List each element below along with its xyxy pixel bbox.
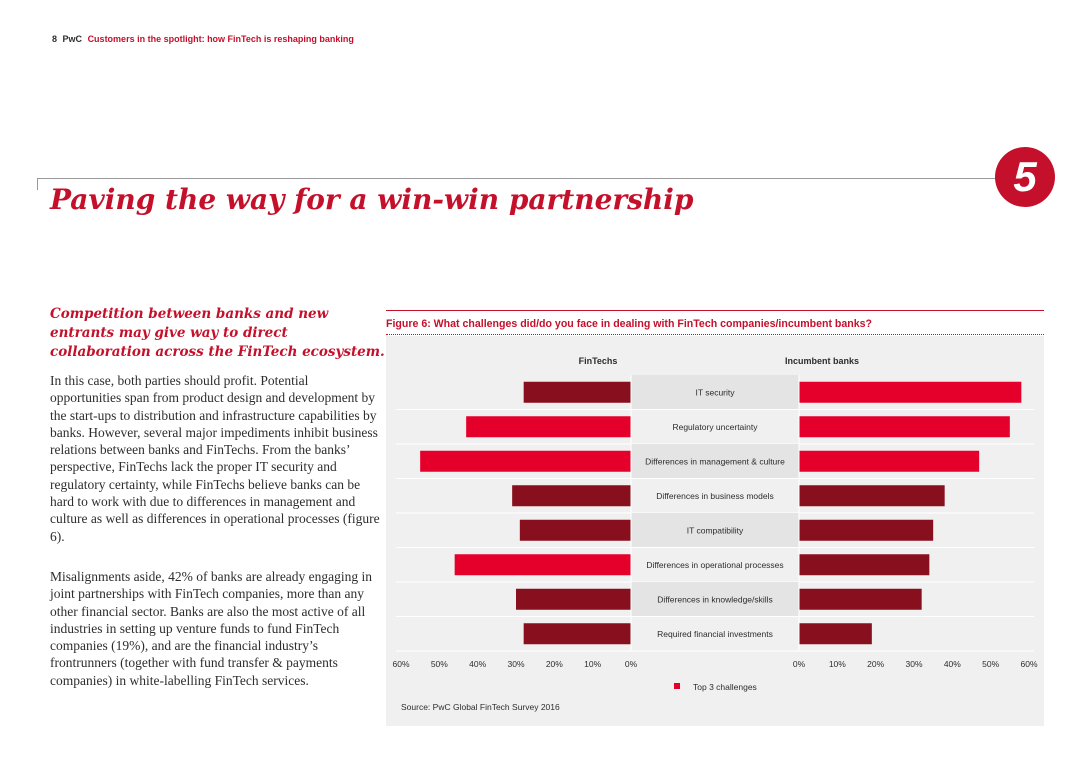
category-label: Differences in management & culture [645, 456, 785, 467]
bar-fintechs [466, 416, 631, 437]
bar-fintechs [524, 623, 631, 644]
title-rule [37, 178, 999, 179]
tick-label-left: 10% [584, 659, 602, 669]
bar-incumbent-banks [799, 485, 945, 506]
tick-label-left: 60% [392, 659, 410, 669]
series-label-fintechs: FinTechs [578, 356, 618, 366]
body-paragraph-1: In this case, both parties should profit. Potential opportunities span from product design and development by the start-ups to distribution and infrastructure capabilities by banks. However, several major impediments inhibit business relations between banks and FinTechs. From the banks’ perspective, FinTechs lack the proper IT security and regulatory certainty, while FinTechs believe banks can be hard to work with due to differences in management and culture as well as differences in operational processes (figure 6). [50, 373, 380, 544]
chapter-badge: 5 [995, 147, 1055, 207]
figure-title: Figure 6: What challenges did/do you face in dealing with FinTech companies/incumbent banks? [386, 318, 873, 330]
category-label: Regulatory uncertainty [672, 421, 758, 432]
bar-fintechs [524, 382, 631, 403]
tick-label-right: 10% [828, 659, 846, 669]
butterfly-chart [386, 336, 1044, 726]
tick-label-left: 20% [545, 659, 563, 669]
tick-label-right: 50% [982, 659, 1000, 669]
bar-fintechs [520, 520, 631, 541]
tick-label-right: 0% [792, 659, 806, 669]
tick-label-left: 30% [507, 659, 525, 669]
bar-incumbent-banks [799, 416, 1010, 437]
tick-label-left: 50% [430, 659, 448, 669]
category-label: Differences in business models [656, 490, 774, 501]
category-label: IT security [695, 387, 735, 398]
bar-incumbent-banks [799, 554, 929, 575]
series-label-banks: Incumbent banks [784, 356, 860, 366]
body-paragraph-2: Misalignments aside, 42% of banks are already engaging in joint partnerships with FinTech companies, more than any other financial sector. Banks are also the most active of all industries in setting up venture funds to fund FinTech companies (19%), and are the financial industry’s frontrunners (together with fund transfer & payments companies) in white-labelling FinTech services. [50, 569, 373, 688]
bar-incumbent-banks [799, 623, 872, 644]
tick-label-right: 60% [1020, 659, 1038, 669]
section-title: Customers in the spotlight: how FinTech is reshaping banking [87, 34, 354, 44]
brand-name: PwC [62, 34, 83, 44]
category-label: IT compatibility [686, 525, 744, 536]
bar-fintechs [455, 554, 631, 575]
legend-swatch [674, 683, 680, 689]
bar-incumbent-banks [799, 451, 979, 472]
tick-label-right: 30% [905, 659, 923, 669]
category-label: Differences in operational processes [646, 559, 784, 570]
legend-label: Top 3 challenges [693, 682, 757, 692]
chart-source: Source: PwC Global FinTech Survey 2016 [401, 702, 560, 712]
category-label: Differences in knowledge/skills [657, 594, 773, 605]
tick-label-left: 40% [469, 659, 487, 669]
category-label: Required financial investments [657, 628, 773, 639]
title-rule-tick [37, 178, 38, 190]
bar-fintechs [512, 485, 631, 506]
bar-fintechs [420, 451, 631, 472]
tick-label-right: 20% [867, 659, 885, 669]
bar-incumbent-banks [799, 589, 922, 610]
figure-top-rule [386, 310, 1044, 311]
chart-panel [386, 336, 1044, 726]
page-title: Paving the way for a win-win partnership [50, 183, 694, 216]
tick-label-left: 0% [624, 659, 638, 669]
page-number: 8 [52, 34, 58, 44]
bar-incumbent-banks [799, 520, 933, 541]
figure-dotted-rule [386, 334, 1044, 335]
bar-incumbent-banks [799, 382, 1021, 403]
intro-paragraph: Competition between banks and new entrants may give way to direct collaboration across the FinTech ecosystem. [50, 306, 385, 360]
bar-fintechs [516, 589, 631, 610]
tick-label-right: 40% [943, 659, 961, 669]
running-header [52, 34, 354, 44]
